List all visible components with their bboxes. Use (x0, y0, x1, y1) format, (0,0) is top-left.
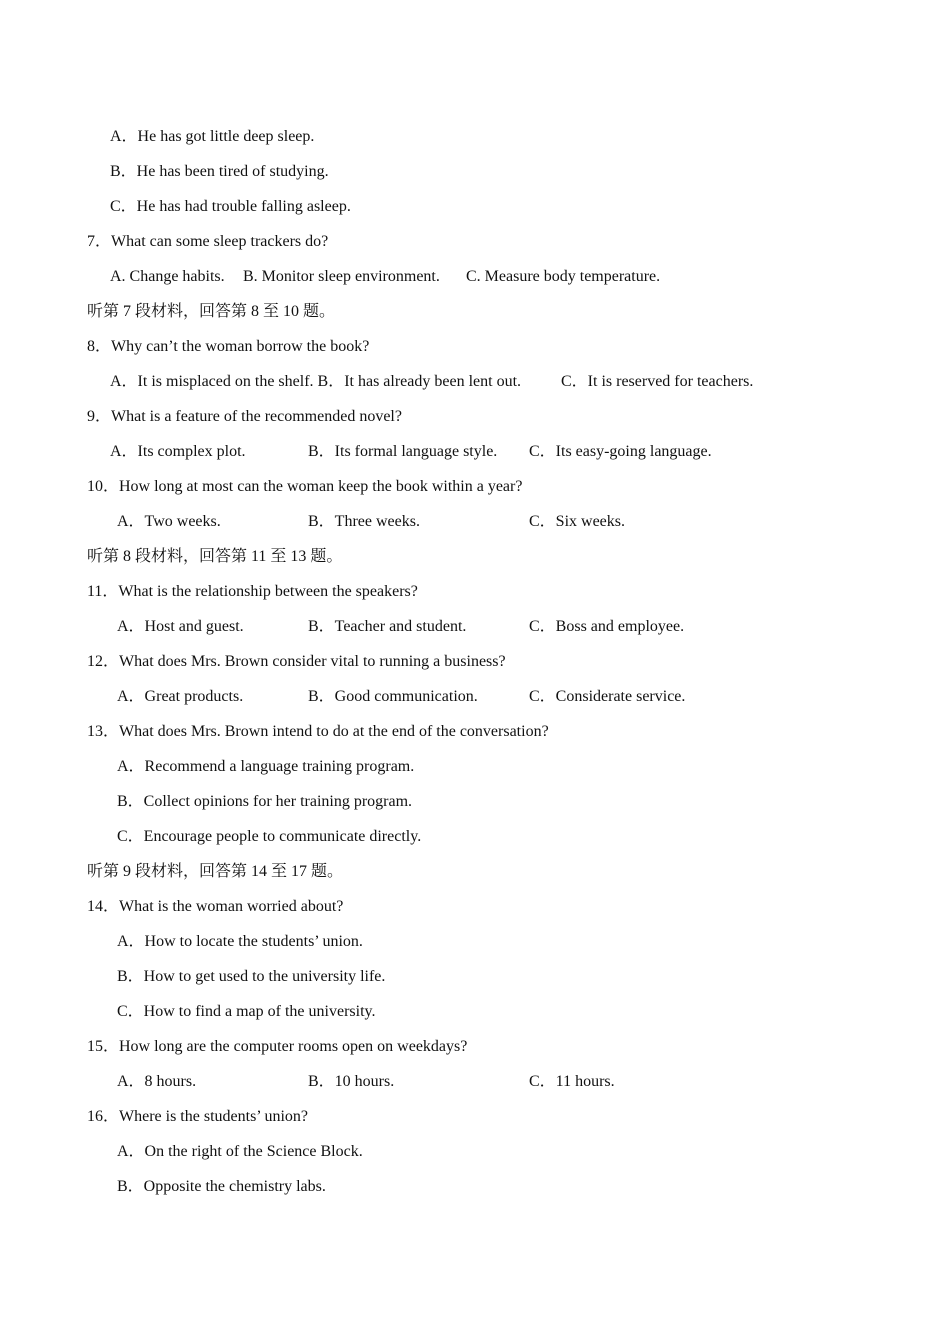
q11-question: 11．What is the relationship between the speakers? (87, 583, 418, 600)
q7-question: 7．What can some sleep trackers do? (87, 233, 329, 250)
q12-option-b: B．Good communication. (308, 688, 478, 705)
q10-option-b: B．Three weeks. (308, 513, 420, 530)
q13-option-c: C．Encourage people to communicate directly. (117, 828, 422, 845)
q9-question: 9．What is a feature of the recommended novel? (87, 408, 402, 425)
q11-option-c: C．Boss and employee. (529, 618, 685, 635)
q7-option-a: A. Change habits. (110, 268, 225, 285)
q8-question: 8．Why can’t the woman borrow the book? (87, 338, 370, 355)
q14-option-a: A．How to locate the students’ union. (117, 933, 363, 950)
q13-option-a: A．Recommend a language training program. (117, 758, 415, 775)
q9-option-b: B．Its formal language style. (308, 443, 498, 460)
q16-question: 16．Where is the students’ union? (87, 1108, 308, 1125)
q13-option-b: B．Collect opinions for her training program. (117, 793, 413, 810)
q14-option-c: C．How to find a map of the university. (117, 1003, 376, 1020)
q11-option-b: B．Teacher and student. (308, 618, 467, 635)
q9-option-a: A．Its complex plot. (110, 443, 246, 460)
section-8-instruction: 听第 8 段材料，回答第 11 至 13 题。 (87, 548, 343, 565)
q6-option-b: B．He has been tired of studying. (110, 163, 329, 180)
q6-option-a: A．He has got little deep sleep. (110, 128, 315, 145)
q12-option-c: C．Considerate service. (529, 688, 686, 705)
q10-question: 10．How long at most can the woman keep the book within a year? (87, 478, 523, 495)
q12-question: 12．What does Mrs. Brown consider vital to running a business? (87, 653, 506, 670)
q16-option-b: B．Opposite the chemistry labs. (117, 1178, 326, 1195)
q12-option-a: A．Great products. (117, 688, 244, 705)
q14-option-b: B．How to get used to the university life. (117, 968, 386, 985)
q15-question: 15．How long are the computer rooms open on weekdays? (87, 1038, 468, 1055)
q8-options-ab: A．It is misplaced on the shelf. B．It has already been lent out. (110, 373, 522, 390)
q8-option-c: C．It is reserved for teachers. (561, 373, 754, 390)
q15-option-c: C．11 hours. (529, 1073, 615, 1090)
q16-option-a: A．On the right of the Science Block. (117, 1143, 363, 1160)
q11-option-a: A．Host and guest. (117, 618, 244, 635)
q7-option-c: C. Measure body temperature. (466, 268, 661, 285)
q7-option-b: B. Monitor sleep environment. (243, 268, 440, 285)
q15-option-a: A．8 hours. (117, 1073, 197, 1090)
q13-question: 13．What does Mrs. Brown intend to do at the end of the conversation? (87, 723, 549, 740)
section-9-instruction: 听第 9 段材料，回答第 14 至 17 题。 (87, 863, 344, 880)
q9-option-c: C．Its easy-going language. (529, 443, 712, 460)
q10-option-c: C．Six weeks. (529, 513, 626, 530)
q6-option-c: C．He has had trouble falling asleep. (110, 198, 351, 215)
q15-option-b: B．10 hours. (308, 1073, 395, 1090)
q14-question: 14．What is the woman worried about? (87, 898, 344, 915)
section-7-instruction: 听第 7 段材料，回答第 8 至 10 题。 (87, 303, 336, 320)
q10-option-a: A．Two weeks. (117, 513, 221, 530)
